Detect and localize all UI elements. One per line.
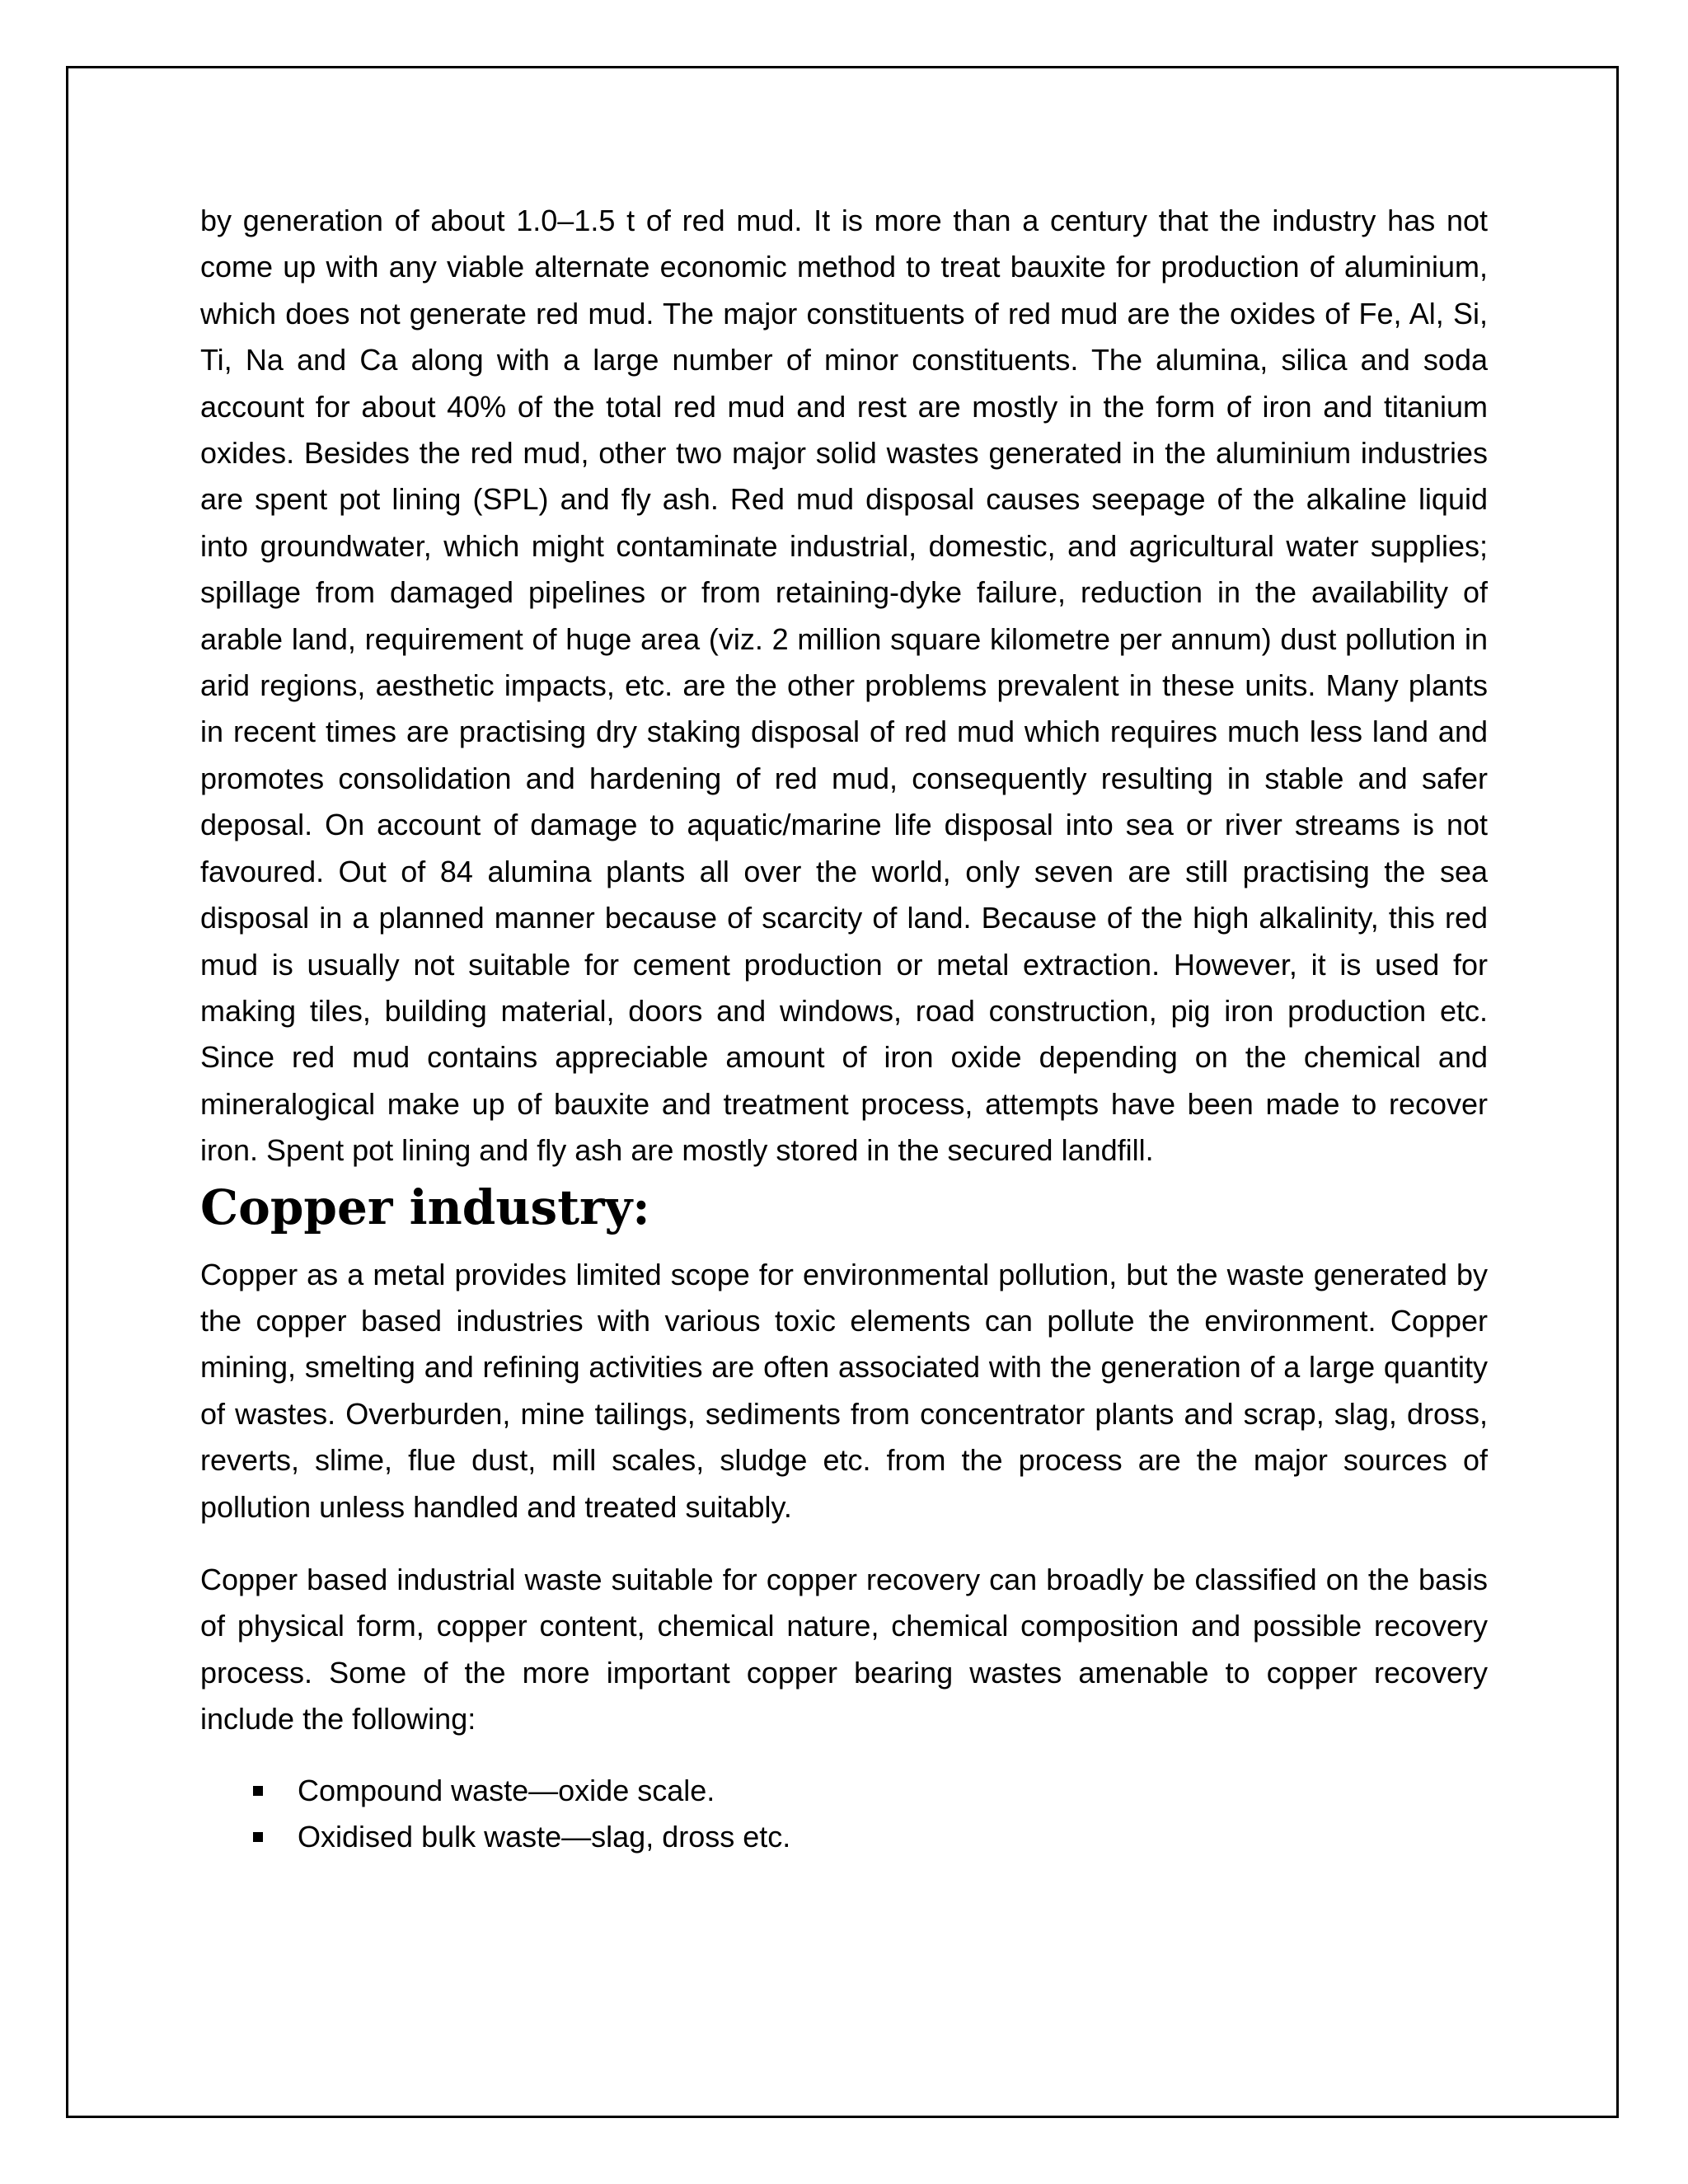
page-content bbox=[200, 198, 1488, 1860]
paragraph-copper-pollution: Copper as a metal provides limited scope for environmental pollution, but the waste generated by the copper based industries with various toxic elements can pollute the environment. Copper mining, smelting and refining activities are often associated with the generation of a large quantity of wastes. Overburden, mine tailings, sediments from concentrator plants and scrap, slag, dross, reverts, slime, flue dust, mill scales, sludge etc. from the process are the major sources of pollution unless handled and treated suitably. bbox=[200, 1257, 1488, 1524]
list-item bbox=[200, 1814, 1488, 1860]
section-heading: Copper industry: bbox=[200, 1179, 650, 1235]
square-bullet-icon bbox=[253, 1832, 263, 1842]
list-item-text: Oxidised bulk waste—slag, dross etc. bbox=[298, 1820, 791, 1854]
list-item bbox=[200, 1768, 1488, 1814]
intro-paragraph: by generation of about 1.0–1.5 t of red mud. It is more than a century that the industry has not come up with any viable alternate economic method to treat bauxite for production of aluminium, which does not generate red mud. The major constituents of red mud are the oxides of Fe, Al, Si, Ti, Na and Ca along with a large number of minor constituents. The alumina, silica and soda account for about 40% of the total red mud and rest are mostly in the form of iron and titanium oxides. Besides the red mud, other two major solid wastes generated in the aluminium industries are spent pot lining (SPL) and fly ash. Red mud disposal causes seepage of the alkaline liquid into groundwater, which might contaminate industrial, domestic, and agricultural water supplies; spillage from damaged pipelines or from retaining-dyke failure, reduction in the availability of arable land, requirement of huge area (viz. 2 million square kilometre per annum) dust pollution in arid regions, aesthetic impacts, etc. are the other problems prevalent in these units. Many plants in recent times are practising dry staking disposal of red mud which requires much less land and promotes consolidation and hardening of red mud, consequently resulting in stable and safer deposal. On account of damage to aquatic/marine life disposal into sea or river streams is not favoured. Out of 84 alumina plants all over the world, only seven are still practising the sea disposal in a planned manner because of scarcity of land. Because of the high alkalinity, this red mud is usually not suitable for cement production or metal extraction. However, it is used for making tiles, building material, doors and windows, road construction, pig iron production etc. Since red mud contains appreciable amount of iron oxide depending on the chemical and mineralogical make up of bauxite and treatment process, attempts have been made to recover iron. Spent pot lining and fly ash are mostly stored in the secured landfill. bbox=[200, 204, 1488, 1168]
list-item-text: Compound waste—oxide scale. bbox=[298, 1773, 715, 1807]
bullet-list bbox=[200, 1768, 1488, 1861]
paragraph-copper-recovery: Copper based industrial waste suitable for copper recovery can broadly be classified on the basis of physical form, copper content, chemical nature, chemical composition and possible recovery process. Some of the more important copper bearing wastes amenable to copper recovery include the following: bbox=[200, 1562, 1488, 1736]
square-bullet-icon bbox=[253, 1786, 263, 1796]
